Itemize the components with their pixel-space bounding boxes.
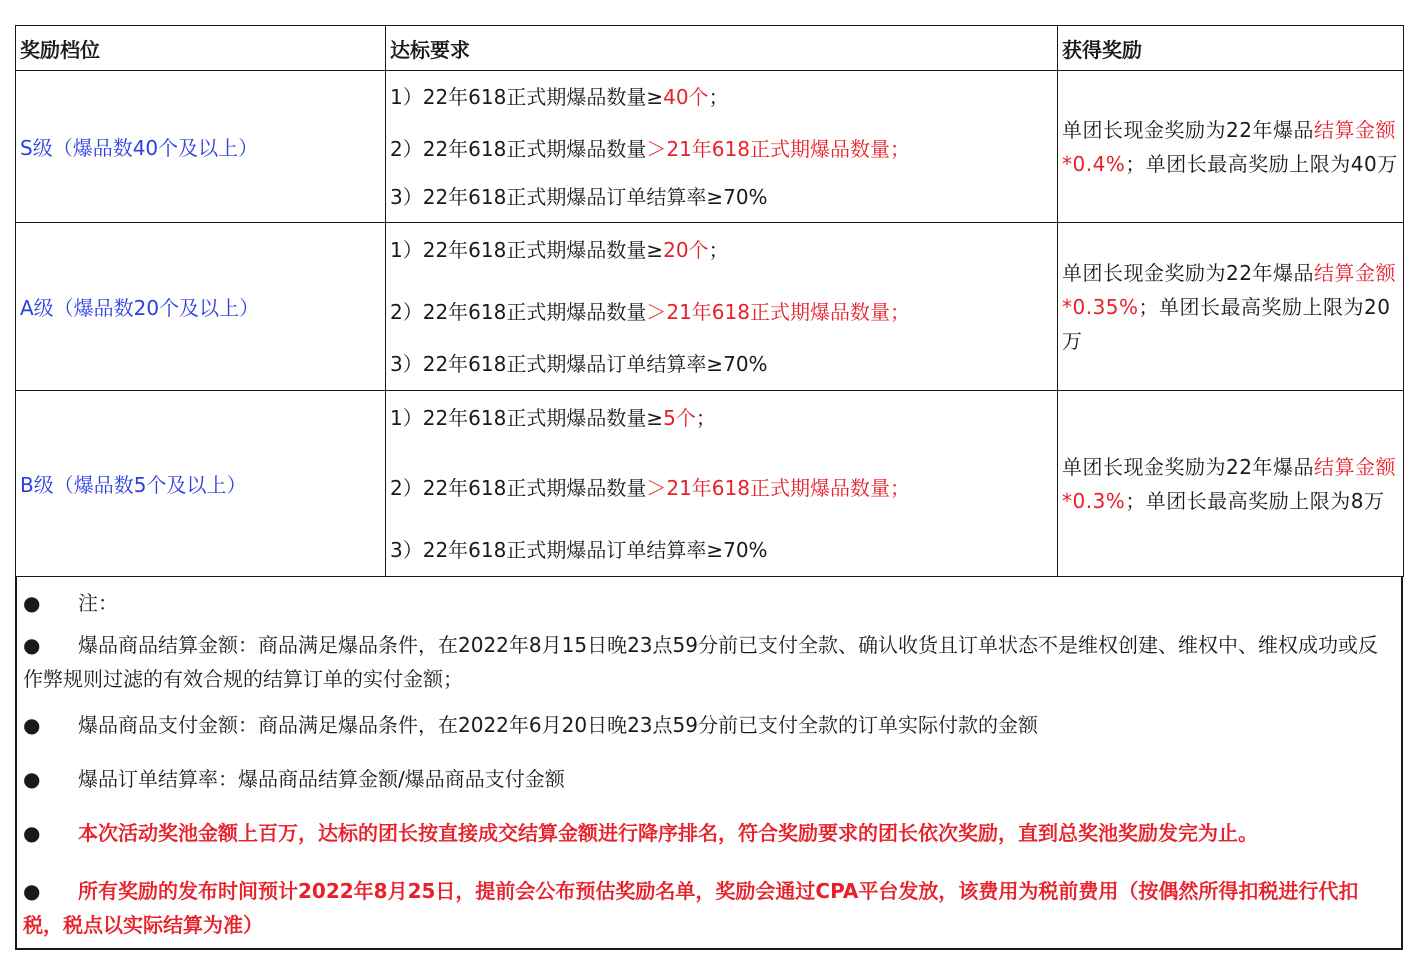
requirement-line: 1）22年618正式期爆品数量≥40个； [390, 84, 729, 109]
tier-label: A级（爆品数20个及以上） [16, 223, 386, 391]
header-reward: 获得奖励 [1058, 26, 1404, 71]
reward-cell: 单团长现金奖励为22年爆品结算金额*0.4%；单团长最高奖励上限为40万 [1058, 71, 1404, 223]
table-row-b [16, 391, 1404, 577]
requirement-cell [386, 71, 1058, 223]
requirement-cell [386, 391, 1058, 577]
note-item: ● 注： [23, 586, 1395, 620]
note-item: ● 爆品商品支付金额：商品满足爆品条件，在2022年6月20日晚23点59分前已支付全款的订单实际付款的金额 [23, 708, 1395, 742]
table-header-row [16, 26, 1404, 71]
note-item: ● 所有奖励的发布时间预计2022年8月25日，提前会公布预估奖励名单，奖励会通过CPA平台发放，该费用为税前费用（按偶然所得扣税进行代扣税，税点以实际结算为准） [23, 874, 1395, 942]
requirement-line: 2）22年618正式期爆品数量＞21年618正式期爆品数量； [390, 299, 910, 324]
requirement-line: 2）22年618正式期爆品数量＞21年618正式期爆品数量； [390, 136, 910, 161]
reward-cell: 单团长现金奖励为22年爆品结算金额*0.3%；单团长最高奖励上限为8万 [1058, 391, 1404, 577]
note-item: ● 爆品商品结算金额：商品满足爆品条件，在2022年8月15日晚23点59分前已支付全款、确认收货且订单状态不是维权创建、维权中、维权成功或反作弊规则过滤的有效合规的结算订单的实付金额； [23, 628, 1395, 696]
header-requirement: 达标要求 [386, 26, 1058, 71]
note-item: ● 本次活动奖池金额上百万，达标的团长按直接成交结算金额进行降序排名，符合奖励要求的团长依次奖励，直到总奖池奖励发完为止。 [23, 816, 1395, 850]
requirement-line: 3）22年618正式期爆品订单结算率≥70% [390, 537, 768, 562]
requirement-line: 2）22年618正式期爆品数量＞21年618正式期爆品数量； [390, 475, 910, 500]
bullet-icon: ● [23, 713, 41, 737]
note-item: ● 爆品订单结算率：爆品商品结算金额/爆品商品支付金额 [23, 762, 1395, 796]
requirement-cell [386, 223, 1058, 391]
header-tier: 奖励档位 [16, 26, 386, 71]
tier-label: B级（爆品数5个及以上） [16, 391, 386, 577]
table-row-s [16, 71, 1404, 223]
requirement-line: 3）22年618正式期爆品订单结算率≥70% [390, 184, 768, 209]
tier-label: S级（爆品数40个及以上） [16, 71, 386, 223]
requirement-line: 3）22年618正式期爆品订单结算率≥70% [390, 351, 768, 376]
table-row-a [16, 223, 1404, 391]
bullet-icon: ● [23, 767, 41, 791]
reward-table [15, 25, 1404, 577]
requirement-line: 1）22年618正式期爆品数量≥20个； [390, 237, 729, 262]
reward-cell: 单团长现金奖励为22年爆品结算金额*0.35%；单团长最高奖励上限为20万 [1058, 223, 1404, 391]
requirement-line: 1）22年618正式期爆品数量≥5个； [390, 405, 716, 430]
bullet-icon: ● [23, 633, 41, 657]
bullet-icon: ● [23, 591, 41, 615]
bullet-icon: ● [23, 821, 41, 845]
bullet-icon: ● [23, 879, 41, 903]
notes-section [15, 577, 1403, 950]
